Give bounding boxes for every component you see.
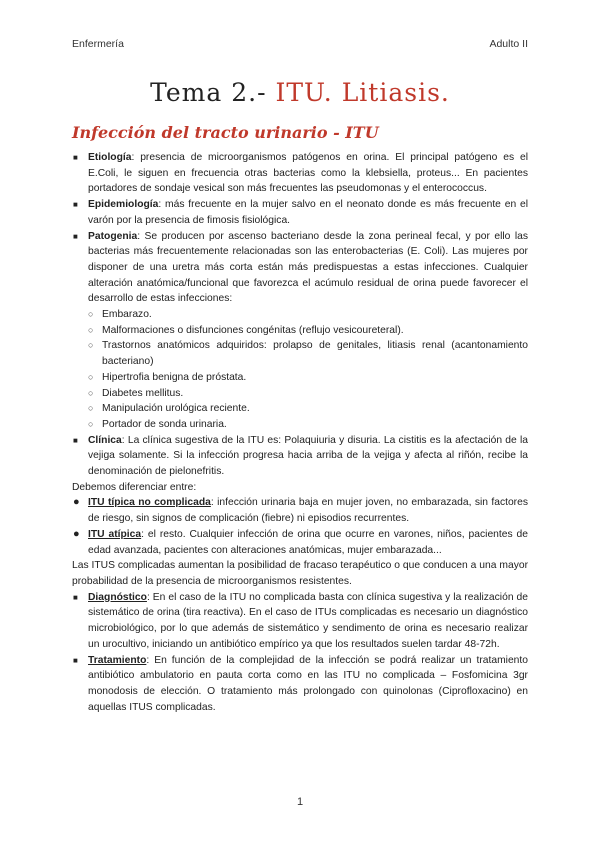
bullet-patogenia bbox=[72, 229, 528, 308]
subitem-text: Malformaciones o disfunciones congénitas (reflujo vesicoureteral). bbox=[102, 324, 404, 336]
bullet-text: : En el caso de la ITU no complicada basta con clínica sugestiva y la realización de sistemático de orina (tira reactiva). En el caso de ITUs complicadas es necesario un diagnóstico microbiológico, por lo que además de sistemático y sendimento de orina es necesario realizar un urocultivo, iniciando un antibiótico empírico ya que los resultados suelen tardar 48-72h. bbox=[88, 591, 528, 650]
page-number: 1 bbox=[296, 796, 304, 808]
subitem bbox=[72, 401, 528, 417]
header-right: Adulto II bbox=[489, 38, 528, 50]
subitem-text: Portador de sonda urinaria. bbox=[102, 418, 227, 430]
circle-bullet-icon: ○ bbox=[88, 324, 94, 335]
circle-bullet-icon: ○ bbox=[88, 403, 94, 414]
subitem bbox=[72, 338, 528, 369]
dot-term: ITU atípica bbox=[88, 528, 142, 540]
bullet-text: : más frecuente en la mujer salvo en el neonato donde es más frecuente en el varón por la presencia de fimosis fisiológica. bbox=[88, 199, 528, 226]
page-title bbox=[0, 78, 600, 107]
bullet-diagnostico bbox=[72, 590, 528, 653]
square-bullet-icon: ■ bbox=[73, 592, 78, 602]
bullet-text: : En función de la complejidad de la infección se podrá realizar un tratamiento antibiótico ambulatorio en pauta corta como en las ITU no complicada – Fosfomicina 3gr monodosis de elección. O tratamiento más prolongado con quinolonas (Ciprofloxacino) en aquellas ITUS complicadas. bbox=[88, 654, 528, 713]
bullet-term: Tratamiento bbox=[88, 654, 147, 666]
subitem bbox=[72, 323, 528, 339]
subitem-text: Hipertrofia benigna de próstata. bbox=[102, 371, 247, 383]
bullet-term: Clínica bbox=[88, 434, 122, 446]
title-accent: ITU. Litiasis. bbox=[275, 78, 450, 107]
bullet-clinica bbox=[72, 433, 528, 480]
dot-term: ITU típica no complicada bbox=[88, 497, 211, 509]
square-bullet-icon: ■ bbox=[73, 153, 78, 162]
square-bullet-icon: ■ bbox=[73, 655, 78, 665]
bullet-etiologia bbox=[72, 150, 528, 197]
subitem-text: Manipulación urológica reciente. bbox=[102, 403, 250, 415]
circle-bullet-icon: ○ bbox=[88, 387, 94, 398]
bullet-term: Diagnóstico bbox=[88, 591, 147, 603]
square-bullet-icon: ■ bbox=[73, 200, 78, 210]
subitem-text: Trastornos anatómicos adquiridos: prolapso de genitales, litiasis renal (acantonamiento bacteriano) bbox=[102, 340, 528, 368]
dot-bullet-icon: ● bbox=[73, 496, 80, 509]
dot-text: : infección urinaria baja en mujer joven, no embarazada, sin factores de riesgo, sin signos de complicación (fiebre) ni episodios recurrentes. bbox=[88, 497, 528, 525]
circle-bullet-icon: ○ bbox=[88, 371, 94, 382]
bullet-term: Epidemiología bbox=[88, 199, 159, 211]
circle-bullet-icon: ○ bbox=[88, 418, 94, 429]
bullet-text: : presencia de microorganismos patógenos en orina. El principal patógeno es el E.Coli, le siguen en frecuencia otras bacterias como la klebsiella, proteus... En pacientes portadores de sondaje vesical son más frecuentes las pseudomonas y el enterococcus. bbox=[88, 152, 528, 195]
circle-bullet-icon: ○ bbox=[88, 309, 94, 320]
section-heading: Infección del tracto urinario - ITU bbox=[72, 123, 379, 142]
subitem bbox=[72, 370, 528, 386]
circle-bullet-icon: ○ bbox=[88, 340, 94, 351]
subitem-text: Embarazo. bbox=[102, 309, 152, 321]
square-bullet-icon: ■ bbox=[73, 231, 78, 241]
dot-itu-tipica bbox=[72, 495, 528, 526]
subitem bbox=[72, 307, 528, 323]
dot-itu-atipica bbox=[72, 527, 528, 558]
square-bullet-icon: ■ bbox=[73, 435, 78, 445]
title-prefix: Tema 2.- bbox=[150, 78, 276, 107]
document-body bbox=[72, 150, 528, 715]
subitem bbox=[72, 386, 528, 402]
bullet-tratamiento bbox=[72, 653, 528, 716]
bullet-text: : Se producen por ascenso bacteriano desde la zona perineal fecal, y por ello las bacterias más frecuentemente relacionadas son las enterobacterias (E. Coli). Las mujeres por disponer de una uretra más corta están más predispuestas a estas infecciones. Cualquier alteración anatómica/funcional que favorezca el acúmulo residual de orina puede favorecer el desarrollo de estas infecciones: bbox=[88, 230, 528, 305]
subitem bbox=[72, 417, 528, 433]
complicated-note: Las ITUS complicadas aumentan la posibilidad de fracaso terapéutico o que conducen a una mayor probabilidad de la presencia de microorganismos resistentes. bbox=[72, 560, 528, 587]
subitem-text: Diabetes mellitus. bbox=[102, 387, 184, 399]
bullet-term: Etiología bbox=[88, 152, 132, 163]
header-left: Enfermería bbox=[72, 38, 124, 50]
bullet-epidemiologia bbox=[72, 197, 528, 228]
differ-intro: Debemos diferenciar entre: bbox=[72, 481, 197, 493]
bullet-term: Patogenia bbox=[88, 230, 138, 242]
dot-bullet-icon: ● bbox=[73, 527, 80, 540]
bullet-text: : La clínica sugestiva de la ITU es: Polaquiuria y disuria. La cistitis es la afectación de la vejiga solamente. Si la infección progresa hacia arriba de la vejiga y afecta al riñón, recibe la denominación de pielonefritis. bbox=[88, 434, 528, 478]
dot-text: : el resto. Cualquier infección de orina que ocurre en varones, niños, pacientes de edad avanzada, pacientes con alteraciones anatómicas, mujer embarazada... bbox=[88, 528, 528, 556]
